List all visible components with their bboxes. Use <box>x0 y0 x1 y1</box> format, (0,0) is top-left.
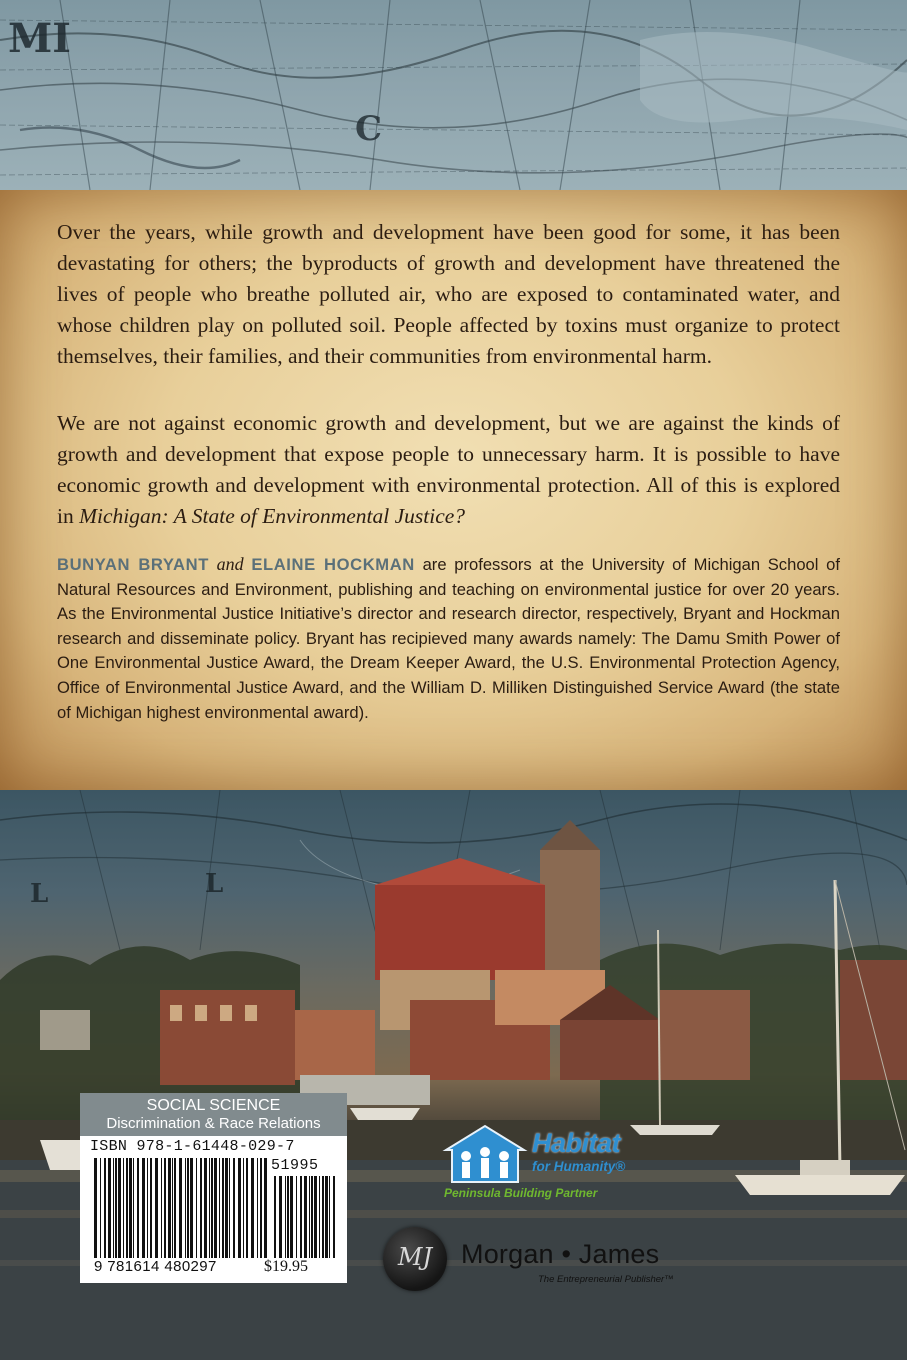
map-label-mi: MI <box>8 15 71 62</box>
author-bio-text: are professors at the University of Michigan School of Natural Resources and Environment, publishing and teaching on environmental justice for over 20 years. As the Environmental Justice Initiative’s director and research director, respectively, Bryant and Hockman research and disseminate policy. Bryant has recipieved many awards namely: The Damu Smith Power of One Environmental Justice Award, the Dream Keeper Award, the U.S. Environmental Protection Agency, Office of Environmental Justice Award, and the William D. Milliken Distinguished Service Award (the state of Michigan highest environmental award). <box>57 555 840 722</box>
author-joiner: and <box>216 554 244 574</box>
map-illustration-top <box>0 0 907 190</box>
publisher-logo <box>383 1227 713 1292</box>
map-label-l-2: L <box>205 869 224 899</box>
price-code: 51995 <box>271 1157 319 1174</box>
description-paragraph-1: Over the years, while growth and development have been good for some, it has been devastating for others; the byproducts of growth and development have threatened the lives of people who breathe polluted air, who are exposed to contaminated water, and whose children play on polluted soil. People affected by toxins must organize to protect themselves, their families, and their communities from environmental harm. <box>57 220 840 368</box>
ean-number: 9 781614 480297 <box>94 1258 217 1275</box>
barcode-area <box>80 1136 347 1283</box>
description-panel <box>0 190 907 790</box>
publisher-tagline: The Entrepreneurial Publisher™ <box>538 1274 674 1285</box>
book-title: Michigan: A State of Environmental Justice? <box>79 504 466 528</box>
house-people-icon <box>440 1124 530 1186</box>
habitat-partner-label: Peninsula Building Partner <box>444 1186 598 1200</box>
map-label-l-1: L <box>30 879 49 909</box>
subcategory-label: Discrimination & Race Relations <box>106 1115 321 1132</box>
author-name-bryant: BUNYAN BRYANT <box>57 555 209 574</box>
author-name-hockman: ELAINE HOCKMAN <box>251 555 415 574</box>
author-bio <box>57 552 840 725</box>
category-band <box>80 1093 347 1136</box>
habitat-tagline: for Humanity® <box>532 1159 626 1174</box>
description-paragraph-2 <box>57 408 840 532</box>
publisher-seal-mark: MJ <box>397 1243 433 1271</box>
isbn-text: ISBN 978-1-61448-029-7 <box>90 1138 295 1155</box>
paragraph-2-text: We are not against economic growth and development, but we are against the kinds of growth and development that expose people to unnecessary harm. It is possible to have economic growth and development with environmental protection. All of this is explored in <box>57 411 840 528</box>
publisher-seal-icon <box>383 1227 447 1291</box>
barcode-bars <box>94 1158 269 1258</box>
price-label: $19.95 <box>264 1258 308 1275</box>
habitat-logo <box>440 1122 640 1207</box>
price-addon-bars <box>274 1176 336 1258</box>
barcode-block <box>80 1093 347 1283</box>
map-label-c: C <box>355 109 383 149</box>
publisher-name: Morgan • James <box>461 1239 660 1269</box>
habitat-name: Habitat <box>532 1128 621 1158</box>
category-label: SOCIAL SCIENCE <box>146 1097 281 1114</box>
map-banner-top <box>0 0 907 190</box>
